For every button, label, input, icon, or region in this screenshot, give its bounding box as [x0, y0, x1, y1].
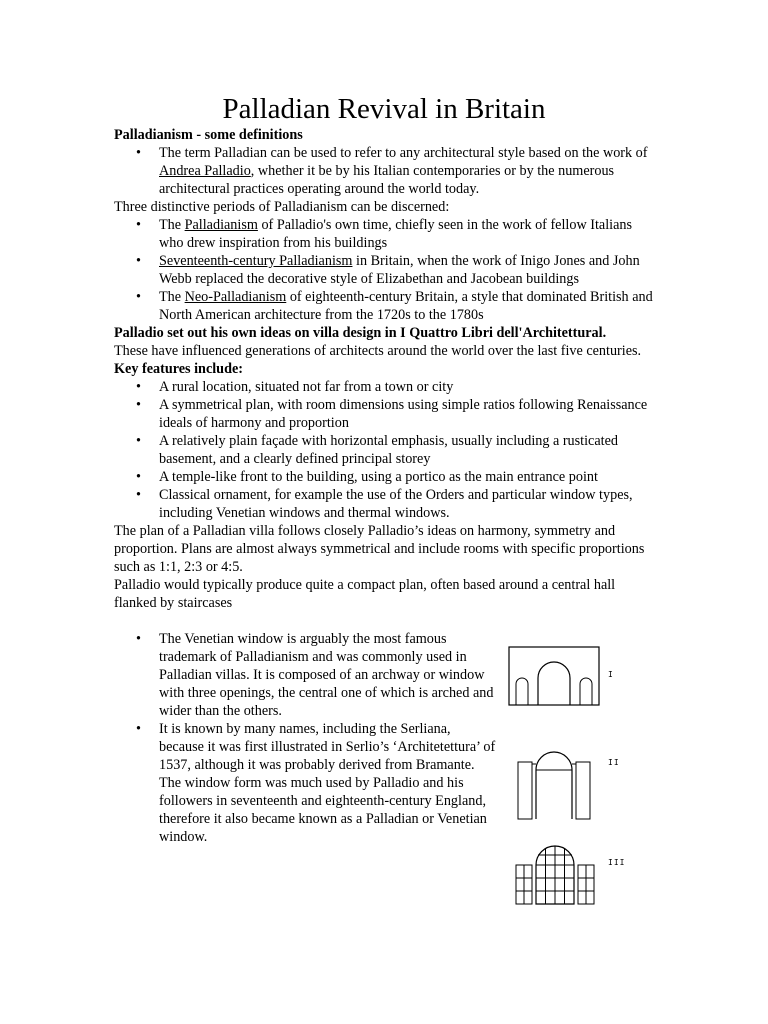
list-item-text: The — [159, 217, 185, 233]
list-item — [114, 144, 654, 198]
venetian-window-figure-1 — [508, 646, 600, 706]
venetian-window-figure-3 — [512, 845, 598, 905]
list-item — [114, 432, 654, 468]
bullet-icon: • — [136, 379, 141, 395]
list-item-text: The term Palladian can be used to refer to any architectural style based on the work of — [159, 145, 648, 161]
list-item-text: in Britain, when the work of Inigo Jones and John Webb replaced the decorative style of Elizabethan and Jacobean buildings — [159, 253, 640, 287]
compact-plan-paragraph: Palladio would typically produce quite a compact plan, often based around a central hall flanked by staircases — [114, 577, 616, 611]
figure-label-3: III — [608, 858, 626, 867]
list-item-text: The — [159, 289, 185, 305]
bullet-icon: • — [136, 487, 141, 503]
list-item — [114, 288, 654, 324]
list-item — [114, 216, 654, 252]
periods-list — [114, 216, 654, 324]
bullet-icon: • — [136, 721, 141, 737]
list-item-text: , whether it be by his Italian contemporaries or by the numerous architectural practices operating around the world today. — [159, 163, 615, 197]
list-item-text: A rural location, situated not far from a town or city — [159, 379, 454, 395]
influence-paragraph: These have influenced generations of architects around the world over the last five centuries. — [114, 343, 642, 359]
definitions-heading: Palladianism - some definitions — [114, 127, 303, 143]
list-item-text: of Palladio's own time, chiefly seen in the work of fellow Italians who drew inspiration from his buildings — [159, 217, 633, 251]
periods-intro: Three distinctive periods of Palladianism can be discerned: — [114, 199, 450, 215]
list-item-text: of eighteenth-century Britain, a style that dominated British and North American architecture from the 1720s to the 1780s — [159, 289, 653, 323]
link-palladianism[interactable]: Palladianism — [184, 217, 258, 233]
bullet-icon: • — [136, 631, 141, 647]
plan-paragraph: The plan of a Palladian villa follows closely Palladio’s ideas on harmony, symmetry and proportion. Plans are almost always symmetrical and include rooms with specific proportions such as 1:1, 2:3 or 4:5. — [114, 523, 645, 575]
villa-design-heading: Palladio set out his own ideas on villa design in I Quattro Libri dell'Architettural. — [114, 325, 607, 341]
venetian-window-figures — [500, 640, 640, 910]
spacer — [114, 612, 654, 630]
bullet-icon: • — [136, 289, 141, 305]
figure-label-2: II — [608, 758, 620, 767]
list-item-text: It is known by many names, including the Serliana, because it was first illustrated in Serlio’s ‘Architetettura’ of 1537, although it was probably derived from Bramante. The window form was much used by Palladio and his followers in seventeenth and eighteenth-century England, therefore it also became known as a Palladian or Venetian window. — [159, 721, 496, 845]
list-item — [114, 720, 499, 846]
list-item-text: The Venetian window is arguably the most famous trademark of Palladianism and was commonly used in Palladian villas. It is composed of an archway or window with three openings, the central one of which is arched and wider than the others. — [159, 631, 494, 719]
bullet-icon: • — [136, 397, 141, 413]
list-item-text: Classical ornament, for example the use of the Orders and particular window types, including Venetian windows and thermal windows. — [159, 487, 633, 521]
features-list — [114, 378, 654, 522]
list-item — [114, 468, 654, 486]
figure-label-1: I — [608, 670, 614, 679]
link-seventeenth-century-palladianism[interactable]: Seventeenth-century Palladianism — [159, 253, 353, 269]
list-item — [114, 630, 499, 720]
page-title: Palladian Revival in Britain — [222, 93, 546, 125]
list-item-text: A temple-like front to the building, using a portico as the main entrance point — [159, 469, 598, 485]
list-item-text: A symmetrical plan, with room dimensions using simple ratios following Renaissance ideals of harmony and proportion — [159, 397, 648, 431]
list-item — [114, 396, 654, 432]
list-item — [114, 378, 654, 396]
venetian-window-figure-2 — [514, 740, 594, 820]
bullet-icon: • — [136, 433, 141, 449]
list-item — [114, 252, 654, 288]
bullet-icon: • — [136, 145, 141, 161]
definitions-list — [114, 144, 654, 198]
link-neo-palladianism[interactable]: Neo-Palladianism — [184, 289, 287, 305]
bullet-icon: • — [136, 253, 141, 269]
list-item-text: A relatively plain façade with horizontal emphasis, usually including a rusticated basement, and a clearly defined principal storey — [159, 433, 618, 467]
link-andrea-palladio[interactable]: Andrea Palladio — [159, 163, 251, 179]
bullet-icon: • — [136, 217, 141, 233]
key-features-heading: Key features include: — [114, 361, 243, 377]
bullet-icon: • — [136, 469, 141, 485]
list-item — [114, 486, 654, 522]
